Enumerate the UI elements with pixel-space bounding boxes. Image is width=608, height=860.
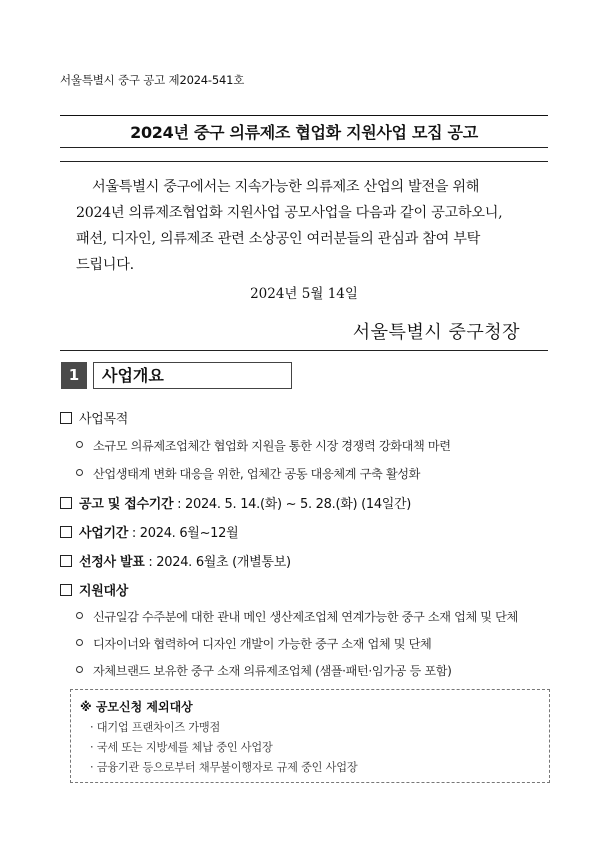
purpose-label: 사업목적: [79, 412, 129, 427]
intro-line: 서울특별시 중구에서는 지속가능한 의류제조 산업의 발전을 위해: [92, 179, 480, 195]
issuer: 서울특별시 중구청장: [352, 322, 520, 343]
checkbox-square-icon: [60, 584, 72, 596]
checkbox-square-icon: [60, 412, 72, 424]
eligibility-item: [76, 608, 518, 625]
selection-value: : 2024. 6월초 (개별통보): [144, 555, 291, 570]
project-period: [60, 522, 238, 541]
eligibility-item-text: 디자이너와 협력하여 디자인 개발이 가능한 중구 소재 업체 및 단체: [93, 637, 432, 651]
exclusion-item: · 금융기관 등으로부터 채무불이행자로 규제 중인 사업장: [90, 761, 358, 774]
circle-bullet-icon: [76, 639, 83, 646]
exclusion-item: · 국세 또는 지방세를 체납 중인 사업장: [90, 741, 273, 754]
checkbox-square-icon: [60, 526, 72, 538]
title-bottom-rule: [60, 147, 548, 148]
exclusion-item: · 대기업 프랜차이즈 가맹점: [90, 721, 221, 734]
purpose-item-text: 산업생태계 변화 대응을 위한, 업체간 공동 대응체계 구축 활성화: [93, 467, 420, 481]
application-period: [60, 493, 411, 512]
notice-date: 2024년 5월 14일: [250, 286, 358, 302]
project-period-value: : 2024. 6월~12월: [128, 526, 239, 541]
intro-line: 드립니다.: [76, 257, 134, 273]
eligibility-item: [76, 662, 451, 679]
selection-announcement: [60, 551, 291, 570]
purpose-heading: [60, 408, 128, 427]
document-title: 2024년 중구 의류제조 협업화 지원사업 모집 공고: [130, 123, 478, 142]
title-bottom-rule-2: [60, 161, 548, 162]
intro-paragraph: [76, 174, 546, 278]
intro-line: 2024년 의류제조협업화 지원사업 공모사업을 다음과 같이 공고하오니,: [76, 205, 503, 221]
issuer-rule: [60, 350, 548, 351]
eligibility-item-text: 신규일감 수주분에 대한 관내 메인 생산제조업체 연계가능한 중구 소재 업체 및 단체: [93, 610, 518, 624]
circle-bullet-icon: [76, 469, 83, 476]
purpose-item: [76, 437, 451, 454]
title-top-rule: [60, 115, 548, 116]
section-title: 사업개요: [93, 362, 292, 389]
checkbox-square-icon: [60, 497, 72, 509]
section-number: 1: [61, 362, 87, 389]
application-period-label: 공고 및 접수기간: [79, 497, 174, 512]
notice-number: 서울특별시 중구 공고 제2024-541호: [60, 73, 245, 87]
circle-bullet-icon: [76, 441, 83, 448]
purpose-item: [76, 465, 420, 482]
checkbox-square-icon: [60, 555, 72, 567]
selection-label: 선정사 발표: [79, 555, 145, 570]
eligibility-item-text: 자체브랜드 보유한 중구 소재 의류제조업체 (샘플·패턴·임가공 등 포함): [93, 664, 452, 678]
eligibility-heading: [60, 580, 128, 599]
intro-line: 패션, 디자인, 의류제조 관련 소상공인 여러분들의 관심과 참여 부탁: [76, 231, 481, 247]
exclusions-title: ※ 공모신청 제외대상: [80, 700, 193, 714]
application-period-value: : 2024. 5. 14.(화) ~ 5. 28.(화) (14일간): [173, 497, 412, 512]
eligibility-item: [76, 635, 431, 652]
circle-bullet-icon: [76, 612, 83, 619]
purpose-item-text: 소규모 의류제조업체간 협업화 지원을 통한 시장 경쟁력 강화대책 마련: [93, 439, 451, 453]
circle-bullet-icon: [76, 666, 83, 673]
eligibility-label: 지원대상: [79, 584, 129, 599]
project-period-label: 사업기간: [79, 526, 129, 541]
